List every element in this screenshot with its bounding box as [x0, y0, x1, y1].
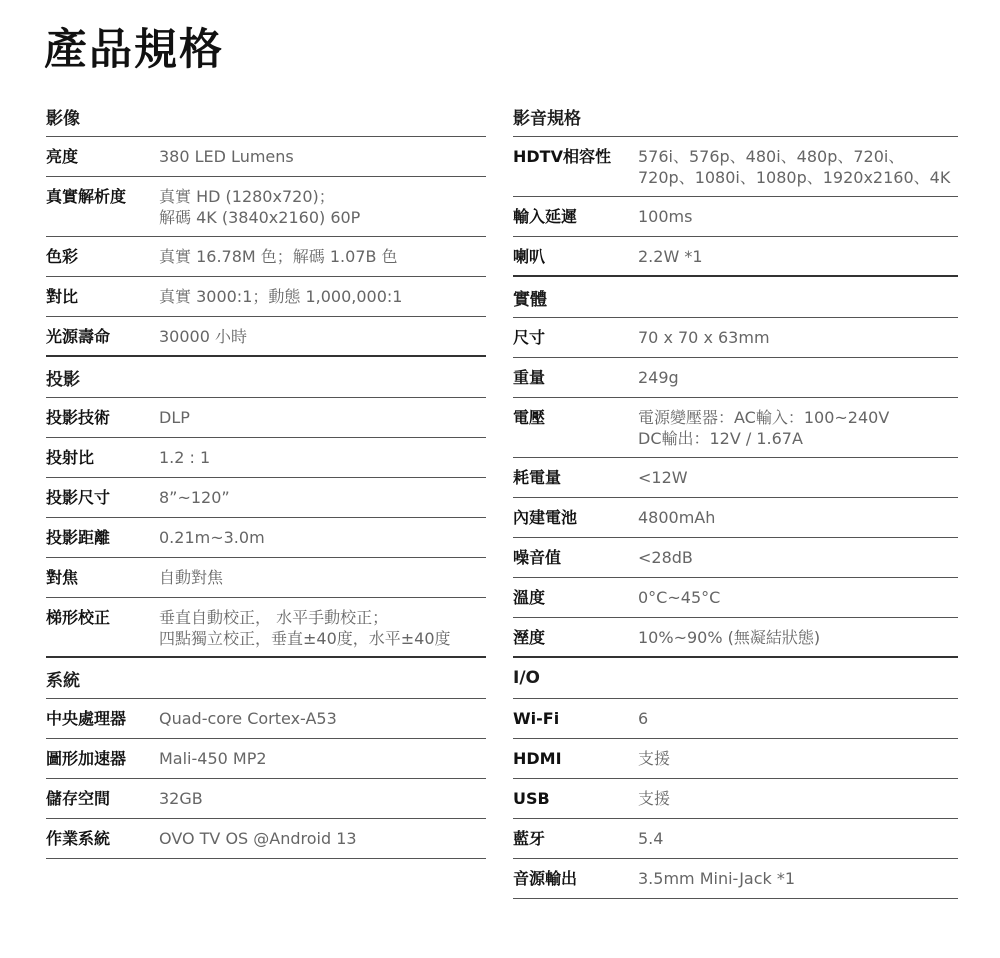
spec-value: 32GB [159, 789, 203, 808]
spec-row-hdmi [513, 739, 958, 779]
spec-row-speaker [513, 237, 958, 277]
spec-label: 喇叭 [513, 247, 546, 266]
spec-label: 圖形加速器 [46, 749, 127, 768]
spec-value: 真實 3000:1；動態 1,000,000:1 [159, 287, 403, 306]
spec-label: HDMI [513, 749, 562, 768]
spec-value: Mali-450 MP2 [159, 749, 267, 768]
spec-label: 溼度 [513, 628, 546, 647]
spec-value: 垂直自動校正， 水平手動校正； 四點獨立校正，垂直±40度，水平±40度 [159, 608, 451, 648]
spec-row-lamp-life [46, 317, 486, 357]
spec-row-noise [513, 538, 958, 578]
spec-value: 6 [638, 709, 649, 728]
spec-label: 對焦 [46, 568, 79, 587]
spec-value: 5.4 [638, 829, 664, 848]
spec-value: 2.2W *1 [638, 247, 703, 266]
spec-value: 10%~90% (無凝結狀態) [638, 628, 821, 647]
spec-value: 3.5mm Mini-Jack *1 [638, 869, 796, 888]
spec-row-usb [513, 779, 958, 819]
spec-label: Wi-Fi [513, 709, 560, 728]
spec-row-hdtv [513, 137, 958, 197]
spec-label: 內建電池 [513, 508, 578, 527]
spec-label: 耗電量 [513, 468, 562, 487]
section-heading-physical: 實體 [513, 277, 958, 318]
spec-row-brightness [46, 137, 486, 177]
spec-row-bluetooth [513, 819, 958, 859]
spec-label: 藍牙 [513, 829, 546, 848]
spec-row-projection-size [46, 478, 486, 518]
spec-value: 249g [638, 368, 679, 387]
spec-value: Quad-core Cortex-A53 [159, 709, 337, 728]
spec-row-projection-tech [46, 398, 486, 438]
section-heading-image: 影像 [46, 96, 486, 137]
left-column [46, 96, 486, 859]
spec-label: 尺寸 [513, 328, 546, 347]
spec-label: 電壓 [513, 408, 546, 427]
spec-value: 100ms [638, 207, 693, 226]
spec-value: 真實 16.78M 色；解碼 1.07B 色 [159, 247, 398, 266]
spec-row-resolution [46, 177, 486, 237]
spec-value: 支援 [638, 789, 671, 808]
spec-label: 光源壽命 [46, 327, 111, 346]
spec-row-throw-ratio [46, 438, 486, 478]
spec-row-focus [46, 558, 486, 598]
spec-row-storage [46, 779, 486, 819]
spec-label: 重量 [513, 368, 546, 387]
spec-value: 380 LED Lumens [159, 147, 294, 166]
spec-value: 70 x 70 x 63mm [638, 328, 770, 347]
spec-label: 色彩 [46, 247, 79, 266]
section-heading-io: I/O [513, 658, 958, 699]
spec-value: 8”~120” [159, 488, 230, 507]
spec-value: 0°C~45°C [638, 588, 721, 607]
right-column [513, 96, 958, 899]
spec-value: 4800mAh [638, 508, 716, 527]
spec-value: DLP [159, 408, 190, 427]
spec-value: 0.21m~3.0m [159, 528, 265, 547]
spec-label: 作業系統 [46, 829, 111, 848]
spec-row-color [46, 237, 486, 277]
section-heading-projection: 投影 [46, 357, 486, 398]
spec-label: 中央處理器 [46, 709, 127, 728]
spec-label: 對比 [46, 287, 79, 306]
spec-row-input-lag [513, 197, 958, 237]
spec-row-gpu [46, 739, 486, 779]
spec-row-weight [513, 358, 958, 398]
spec-row-projection-distance [46, 518, 486, 558]
spec-row-cpu [46, 699, 486, 739]
spec-label: 投影技術 [46, 408, 111, 427]
spec-label: 亮度 [46, 147, 79, 166]
spec-label: 溫度 [513, 588, 546, 607]
spec-label: 真實解析度 [46, 187, 127, 206]
spec-label: 噪音值 [513, 548, 562, 567]
spec-value: 自動對焦 [159, 568, 224, 587]
spec-row-wifi [513, 699, 958, 739]
section-heading-system: 系統 [46, 658, 486, 699]
spec-value: 30000 小時 [159, 327, 247, 346]
spec-value: 1.2 : 1 [159, 448, 211, 467]
spec-row-keystone [46, 598, 486, 658]
spec-label: 儲存空間 [46, 789, 111, 808]
spec-row-audio-out [513, 859, 958, 899]
spec-row-battery [513, 498, 958, 538]
spec-value: 真實 HD (1280x720)； 解碼 4K (3840x2160) 60P [159, 187, 361, 227]
spec-value: 電源變壓器：AC輸入：100~240V DC輸出：12V / 1.67A [638, 408, 890, 448]
spec-row-power [513, 458, 958, 498]
spec-label: USB [513, 789, 550, 808]
spec-label: 梯形校正 [46, 608, 111, 627]
spec-row-temperature [513, 578, 958, 618]
page-title: 產品規格 [44, 25, 224, 75]
spec-value: 576i、576p、480i、480p、720i、 720p、1080i、1080p、1920x2160、4K [638, 147, 951, 187]
spec-label: 輸入延遲 [513, 207, 578, 226]
spec-value: 支援 [638, 749, 671, 768]
spec-label: 投射比 [46, 448, 95, 467]
spec-label: 投影尺寸 [46, 488, 111, 507]
spec-label: 投影距離 [46, 528, 111, 547]
spec-label: HDTV相容性 [513, 147, 611, 166]
spec-row-contrast [46, 277, 486, 317]
spec-row-humidity [513, 618, 958, 658]
spec-label: 音源輸出 [513, 869, 578, 888]
spec-row-voltage [513, 398, 958, 458]
spec-value: <12W [638, 468, 688, 487]
spec-row-os [46, 819, 486, 859]
section-heading-av: 影音規格 [513, 96, 958, 137]
spec-row-dimensions [513, 318, 958, 358]
spec-value: <28dB [638, 548, 693, 567]
spec-value: OVO TV OS @Android 13 [159, 829, 357, 848]
